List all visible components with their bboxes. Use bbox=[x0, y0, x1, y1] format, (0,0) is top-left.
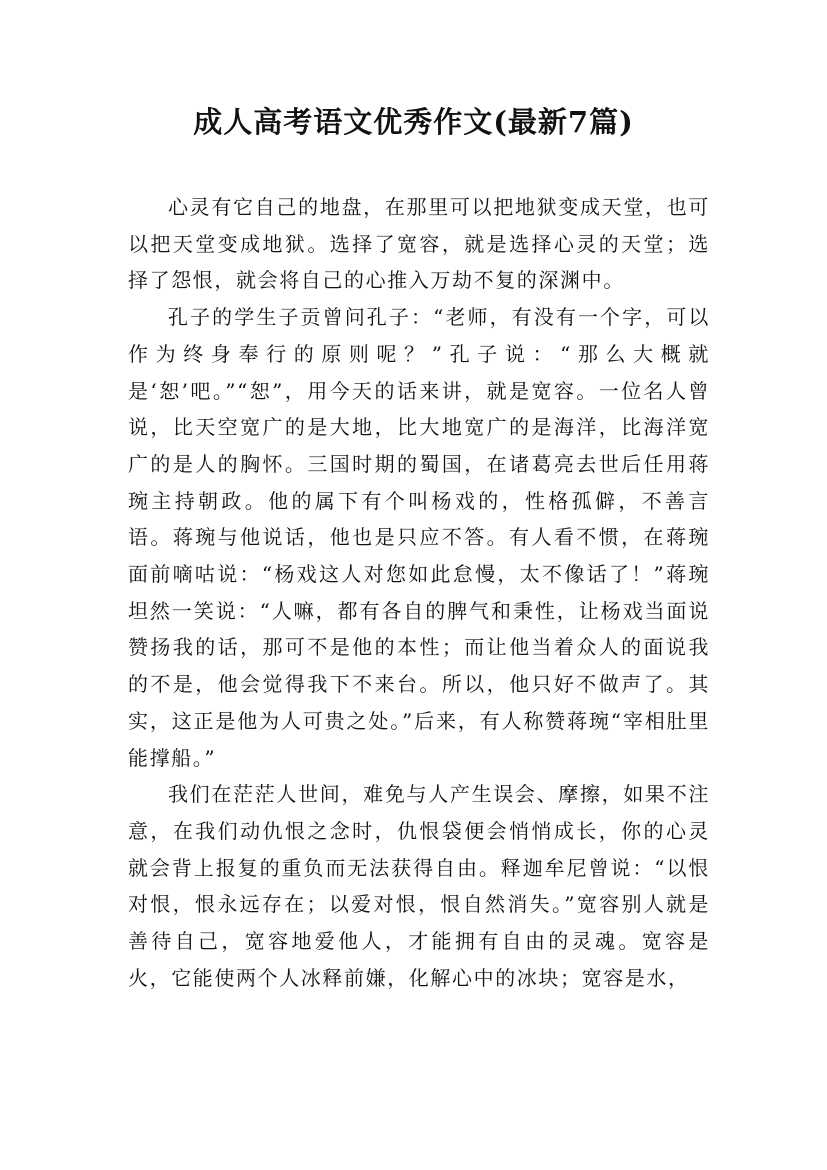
paragraph-3: 我们在茫茫人世间，难免与人产生误会、摩擦，如果不注意，在我们动仇恨之念时，仇恨袋便会悄悄成长，你的心灵就会背上报复的重负而无法获得自由。释迦牟尼曾说：“以恨对恨，恨永远存在；以爱对恨，恨自然消失。”宽容别人就是善待自己，宽容地爱他人，才能拥有自由的灵魂。宽容是火，它能使两个人冰释前嫌，化解心中的冰块；宽容是水， bbox=[128, 782, 710, 990]
paragraph-1: 心灵有它自己的地盘，在那里可以把地狱变成天堂，也可以把天堂变成地狱。选择了宽容，就是选择心灵的天堂；选择了怨恨，就会将自己的心推入万劫不复的深渊中。 bbox=[128, 195, 710, 293]
document-body bbox=[128, 189, 710, 996]
document-title: 成人高考语文优秀作文(最新7篇) bbox=[193, 105, 634, 139]
paragraph-2: 孔子的学生子贡曾问孔子：“老师，有没有一个字，可以作为终身奉行的原则呢？”孔子说：“那么大概就是‘恕’吧。”“恕”，用今天的话来讲，就是宽容。一位名人曾说，比天空宽广的是大地，比大地宽广的是海洋，比海洋宽广的是人的胸怀。三国时期的蜀国，在诸葛亮去世后任用蒋琬主持朝政。他的属下有个叫杨戏的，性格孤僻，不善言语。蒋琬与他说话，他也是只应不答。有人看不惯，在蒋琬面前嘀咕说：“杨戏这人对您如此怠慢，太不像话了！”蒋琬坦然一笑说：“人嘛，都有各自的脾气和秉性，让杨戏当面说赞扬我的话，那可不是他的本性；而让他当着众人的面说我的不是，他会觉得我下不来台。所以，他只好不做声了。其实，这正是他为人可贵之处。”后来，有人称赞蒋琬“宰相肚里能撑船。” bbox=[128, 305, 710, 770]
